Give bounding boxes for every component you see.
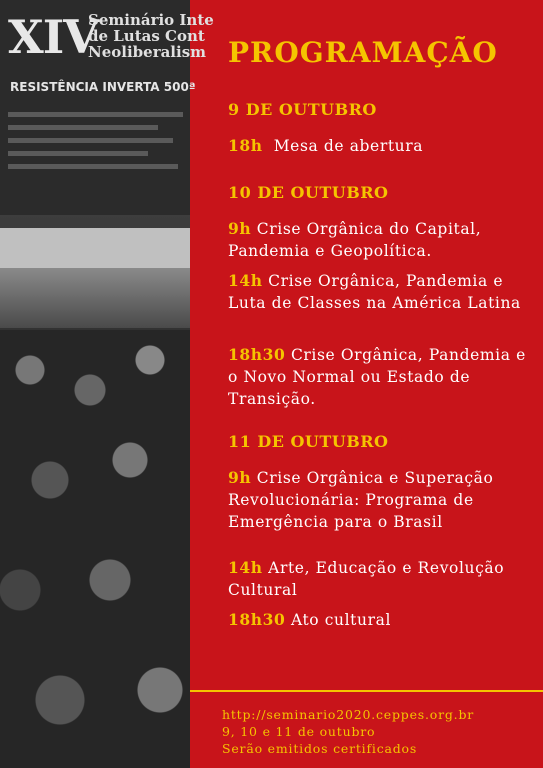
schedule-item (228, 135, 528, 157)
banner-line-3: Neoliberalism (88, 43, 207, 61)
day-heading: 9 DE OUTUBRO (228, 100, 377, 119)
item-text: Arte, Educação e Revolução Cultural (228, 559, 505, 599)
event-dates: 9, 10 e 11 de outubro (222, 724, 376, 739)
speakers-table (0, 228, 190, 268)
banner-line-2: de Lutas Cont (88, 27, 205, 45)
schedule-item (228, 609, 528, 631)
schedule-item (228, 218, 528, 262)
banner-text-block (8, 112, 183, 117)
day-heading: 10 DE OUTUBRO (228, 183, 389, 202)
schedule-item (228, 344, 528, 410)
item-text: Ato cultural (290, 611, 392, 629)
item-time: 9h (228, 468, 252, 487)
banner-subtitle: RESISTÊNCIA INVERTA 500ª (10, 80, 196, 94)
item-text: Crise Orgânica, Pandemia e o Novo Normal ou Estado de Transição. (228, 346, 526, 408)
item-time: 18h30 (228, 345, 286, 364)
item-time: 14h (228, 558, 263, 577)
item-time: 14h (228, 271, 263, 290)
banner-text-block (8, 125, 158, 130)
item-text: Mesa de abertura (273, 137, 424, 155)
schedule-item (228, 270, 528, 314)
page-title: PROGRAMAÇÃO (228, 36, 498, 69)
item-text: Crise Orgânica e Superação Revolucionária: Programa de Emergência para o Brasil (228, 469, 494, 531)
banner-text-block (8, 138, 173, 143)
banner-line-1: Seminário Inte (88, 11, 214, 29)
schedule-item (228, 467, 528, 533)
certificates-note: Serão emitidos certificados (222, 741, 418, 756)
item-text: Crise Orgânica do Capital, Pandemia e Geopolítica. (228, 220, 482, 260)
item-text: Crise Orgânica, Pandemia e Luta de Classes na América Latina (228, 272, 521, 312)
item-time: 18h30 (228, 610, 286, 629)
website-link[interactable]: http://seminario2020.ceppes.org.br (222, 707, 475, 722)
event-photo (0, 0, 214, 768)
item-time: 9h (228, 219, 252, 238)
banner-text-block (8, 164, 178, 169)
banner-title (88, 12, 214, 60)
day-heading: 11 DE OUTUBRO (228, 432, 389, 451)
audience (0, 330, 190, 768)
stage-area (0, 268, 190, 328)
schedule-item (228, 557, 528, 601)
item-time: 18h (228, 136, 263, 155)
banner-numeral: XIV (8, 10, 98, 64)
seminar-banner (0, 0, 214, 215)
footer-divider (190, 690, 543, 692)
banner-text-block (8, 151, 148, 156)
